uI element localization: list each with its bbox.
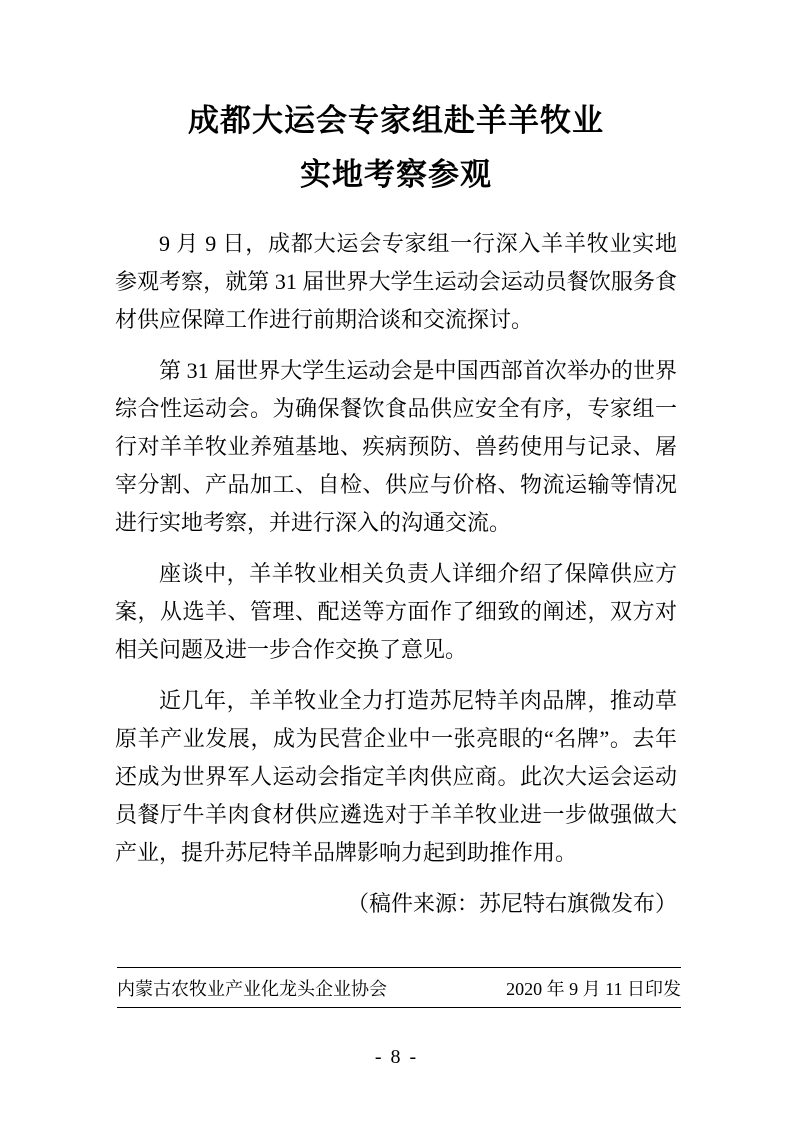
body-paragraph-3: 座谈中，羊羊牧业相关负责人详细介绍了保障供应方案，从选羊、管理、配送等方面作了细致的阐述，双方对相关问题及进一步合作交换了意见。 [115, 561, 677, 662]
document-content [115, 0, 677, 923]
body-paragraph-1: 9 月 9 日，成都大运会专家组一行深入羊羊牧业实地参观考察，就第 31 届世界大学生运动会运动员餐饮服务食材供应保障工作进行前期洽谈和交流探讨。 [115, 231, 677, 332]
body-paragraph-2: 第 31 届世界大学生运动会是中国西部首次举办的世界综合性运动会。为确保餐饮食品供应安全有序，专家组一行对羊羊牧业养殖基地、疾病预防、兽药使用与记录、屠宰分割、产品加工、自检、供应与价格、物流运输等情况进行实地考察，并进行深入的沟通交流。 [115, 358, 677, 535]
page-number: - 8 - [374, 1046, 419, 1068]
footer-issuer: 内蒙古农牧业产业化龙头企业协会 [117, 978, 387, 999]
document-body [115, 225, 677, 923]
body-paragraph-4: 近几年，羊羊牧业全力打造苏尼特羊肉品牌，推动草原羊产业发展，成为民营企业中一张亮眼的“名牌”。去年还成为世界军人运动会指定羊肉供应商。此次大运会运动员餐厅牛羊肉食材供应遴选对于羊羊牧业进一步做强做大产业，提升苏尼特羊品牌影响力起到助推作用。 [115, 688, 677, 865]
footer-bar [117, 967, 681, 1008]
document-title-line-1: 成都大运会专家组赴羊羊牧业 [188, 103, 604, 138]
footer-print-date: 2020 年 9 月 11 日印发 [506, 978, 681, 999]
document-title-line-2: 实地考察参观 [300, 157, 492, 192]
source-note: （稿件来源：苏尼特右旗微发布） [346, 891, 677, 916]
